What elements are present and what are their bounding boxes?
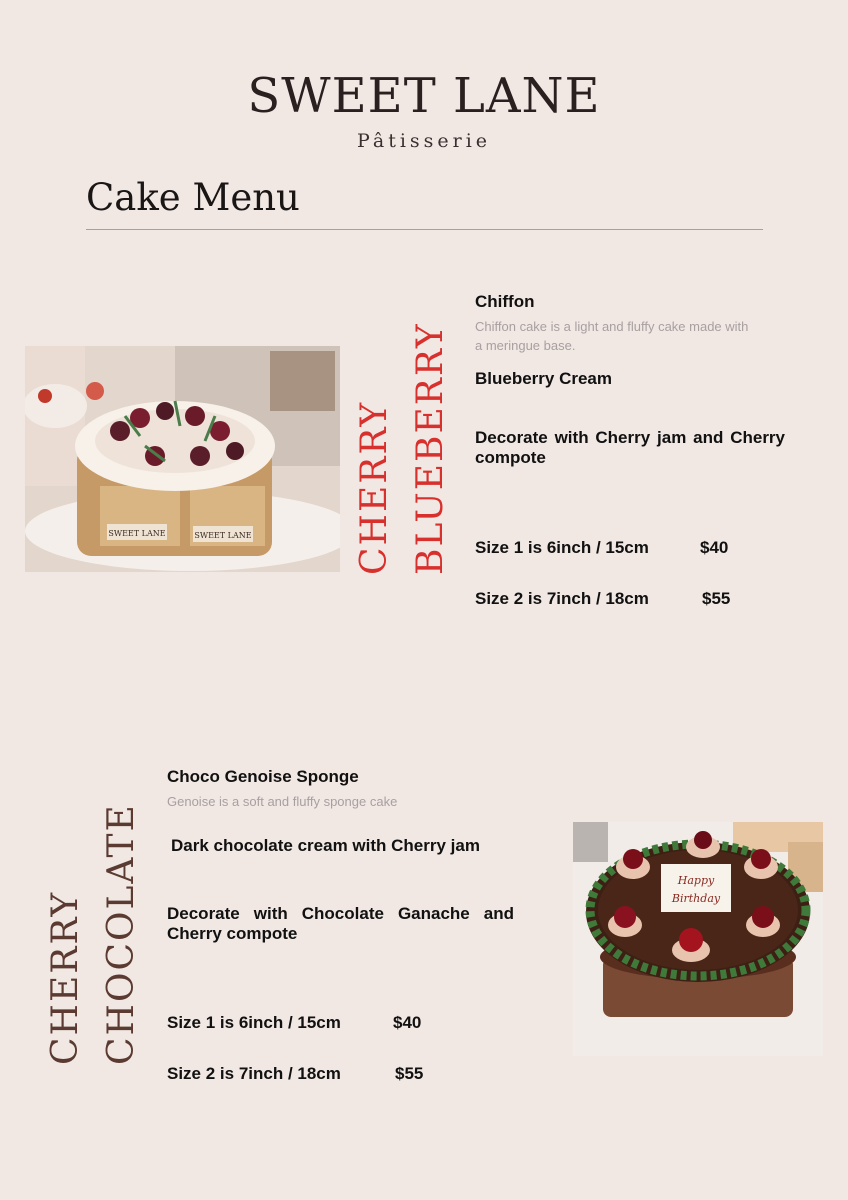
- cake1-base-title: Chiffon: [475, 292, 535, 311]
- cake2-size1: Size 1 is 6inch / 15cm: [167, 1013, 341, 1032]
- brand-logo: SWEET LANE: [247, 68, 601, 124]
- cake2-price1: $40: [393, 1013, 422, 1032]
- cake1-name-line1: CHERRY: [354, 400, 395, 575]
- section-title: Cake Menu: [86, 176, 300, 219]
- cake2-price2: $55: [395, 1064, 424, 1083]
- brand-subtitle: Pâtisserie: [356, 130, 492, 152]
- cake2-base-desc: Genoise is a soft and fluffy sponge cake: [167, 794, 398, 809]
- cake2-decoration: Decorate with Chocolate Ganache and Cherry compote: [167, 904, 514, 943]
- cherry-chocolate-photo: [573, 822, 823, 1056]
- cherry-chocolate-cake-image: [573, 822, 823, 1056]
- cake2-name-line1: CHERRY: [45, 890, 86, 1065]
- cake2-base-title: Choco Genoise Sponge: [167, 767, 359, 786]
- cherry-blueberry-cake-image: [25, 346, 340, 572]
- cake1-base-desc: Chiffon cake is a light and fluffy cake made with a meringue base.: [475, 319, 749, 353]
- cake1-decoration: Decorate with Cherry jam and Cherry compote: [475, 428, 785, 467]
- cake-plaque-line1: Happy: [677, 874, 715, 887]
- cake2-name-line2: CHOCOLATE: [101, 803, 142, 1065]
- cake2-cream: Dark chocolate cream with Cherry jam: [171, 836, 480, 855]
- cake1-name-line2: BLUEBERRY: [410, 322, 451, 575]
- title-divider: [86, 229, 763, 230]
- cake1-size1: Size 1 is 6inch / 15cm: [475, 538, 649, 557]
- cake1-price1: $40: [700, 538, 729, 557]
- box-label: SWEET LANE: [108, 529, 166, 538]
- cherry-blueberry-photo: [25, 346, 340, 572]
- cake1-cream: Blueberry Cream: [475, 369, 613, 388]
- cake2-size2: Size 2 is 7inch / 18cm: [167, 1064, 341, 1083]
- cake1-size2: Size 2 is 7inch / 18cm: [475, 589, 649, 608]
- box-label-2: SWEET LANE: [194, 531, 252, 540]
- cake1-price2: $55: [702, 589, 731, 608]
- cake-plaque-line2: Birthday: [671, 892, 721, 905]
